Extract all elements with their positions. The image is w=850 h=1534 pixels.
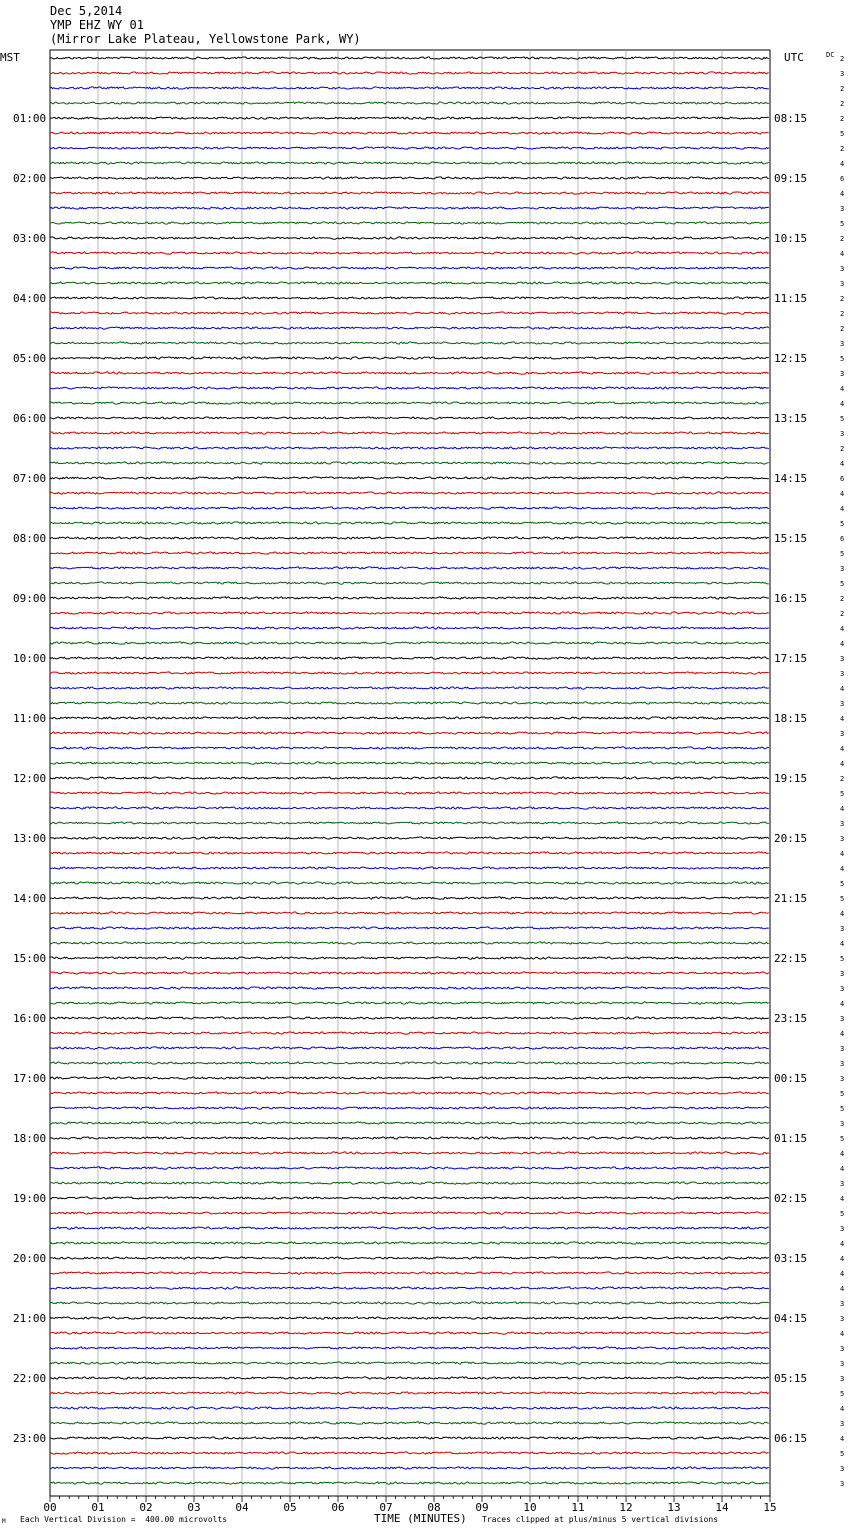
- dc-value: 2: [840, 235, 845, 243]
- trace-row: [50, 852, 769, 854]
- dc-value: 3: [840, 340, 845, 348]
- trace-row: [50, 1362, 769, 1364]
- trace-row: [50, 147, 769, 149]
- trace-row: [50, 102, 769, 104]
- trace-row: [50, 1092, 769, 1094]
- dc-value: 5: [840, 1135, 845, 1143]
- x-tick-label: 03: [187, 1501, 201, 1514]
- trace-row: [50, 1167, 769, 1169]
- dc-value: 4: [840, 745, 845, 753]
- dc-value: 5: [840, 355, 845, 363]
- dc-value: 4: [840, 1030, 845, 1038]
- mst-hour-label: 05:00: [13, 352, 47, 365]
- utc-hour-label: 06:15: [774, 1432, 808, 1445]
- trace-rows: [50, 57, 769, 1484]
- dc-value: 3: [840, 1465, 845, 1473]
- trace-row: [50, 1422, 769, 1424]
- mst-hour-label: 06:00: [13, 412, 47, 425]
- trace-row: [50, 312, 769, 314]
- trace-row: [50, 1257, 769, 1259]
- x-tick-label: 04: [235, 1501, 249, 1514]
- dc-value: 4: [840, 1240, 845, 1248]
- utc-hour-label: 15:15: [774, 532, 808, 545]
- mst-hour-label: 10:00: [13, 652, 47, 665]
- dc-value: 3: [840, 985, 845, 993]
- trace-row: [50, 747, 769, 749]
- mst-hour-labels: [13, 112, 46, 1445]
- trace-row: [50, 762, 769, 764]
- trace-row: [50, 837, 769, 839]
- dc-value: 3: [840, 835, 845, 843]
- dc-value: 3: [840, 205, 845, 213]
- dc-value: 4: [840, 1285, 845, 1293]
- dc-value: 5: [840, 955, 845, 963]
- dc-value: 3: [840, 1360, 845, 1368]
- trace-row: [50, 522, 769, 524]
- trace-row: [50, 882, 769, 884]
- dc-value: 4: [840, 1330, 845, 1338]
- utc-hour-label: 01:15: [774, 1132, 808, 1145]
- x-tick-label: 13: [667, 1501, 681, 1514]
- dc-value: 3: [840, 1375, 845, 1383]
- x-tick-label: 07: [379, 1501, 393, 1514]
- trace-row: [50, 807, 769, 809]
- x-tick-label: 02: [139, 1501, 153, 1514]
- mst-hour-label: 01:00: [13, 112, 47, 125]
- utc-hour-label: 20:15: [774, 832, 808, 845]
- trace-row: [50, 972, 769, 974]
- trace-row: [50, 1272, 769, 1274]
- utc-hour-label: 16:15: [774, 592, 808, 605]
- mst-hour-label: 11:00: [13, 712, 47, 725]
- trace-row: [50, 477, 769, 479]
- trace-row: [50, 552, 769, 554]
- dc-value: 5: [840, 415, 845, 423]
- dc-value: 4: [840, 865, 845, 873]
- trace-row: [50, 1107, 769, 1109]
- dc-value: 3: [840, 700, 845, 708]
- dc-value: 5: [840, 880, 845, 888]
- trace-row: [50, 1287, 769, 1289]
- dc-value: 2: [840, 100, 845, 108]
- dc-value: 4: [840, 460, 845, 468]
- trace-row: [50, 87, 769, 89]
- trace-row: [50, 237, 769, 239]
- trace-row: [50, 1377, 769, 1379]
- trace-row: [50, 417, 769, 419]
- x-tick-label: 00: [43, 1501, 57, 1514]
- trace-row: [50, 432, 769, 434]
- location-label: (Mirror Lake Plateau, Yellowstone Park, WY): [50, 32, 361, 46]
- trace-row: [50, 1392, 769, 1394]
- mst-hour-label: 02:00: [13, 172, 47, 185]
- dc-value: 4: [840, 625, 845, 633]
- dc-label: DC: [826, 51, 835, 59]
- trace-row: [50, 942, 769, 944]
- trace-row: [50, 1407, 769, 1409]
- dc-value: 3: [840, 670, 845, 678]
- dc-value: 4: [840, 910, 845, 918]
- utc-hour-label: 14:15: [774, 472, 808, 485]
- dc-value: 4: [840, 1405, 845, 1413]
- trace-row: [50, 1212, 769, 1214]
- trace-row: [50, 222, 769, 224]
- trace-row: [50, 717, 769, 719]
- dc-value: 5: [840, 130, 845, 138]
- dc-value: 2: [840, 115, 845, 123]
- utc-hour-label: 17:15: [774, 652, 808, 665]
- utc-hour-label: 19:15: [774, 772, 808, 785]
- clip-note: Traces clipped at plus/minus 5 vertical divisions: [482, 1515, 719, 1524]
- trace-row: [50, 162, 769, 164]
- dc-value-labels: [840, 55, 844, 1488]
- trace-row: [50, 327, 769, 329]
- dc-value: 3: [840, 655, 845, 663]
- mst-hour-label: 12:00: [13, 772, 47, 785]
- trace-row: [50, 342, 769, 344]
- dc-value: 2: [840, 295, 845, 303]
- trace-row: [50, 537, 769, 539]
- x-tick-label: 06: [331, 1501, 345, 1514]
- dc-value: 4: [840, 850, 845, 858]
- dc-value: 6: [840, 175, 845, 183]
- trace-row: [50, 1242, 769, 1244]
- trace-row: [50, 1227, 769, 1229]
- right-zone-label: UTC: [784, 51, 804, 64]
- dc-value: 5: [840, 220, 845, 228]
- trace-row: [50, 642, 769, 644]
- utc-hour-label: 02:15: [774, 1192, 808, 1205]
- dc-value: 3: [840, 1345, 845, 1353]
- trace-row: [50, 1182, 769, 1184]
- utc-hour-label: 10:15: [774, 232, 808, 245]
- dc-value: 4: [840, 505, 845, 513]
- trace-row: [50, 1017, 769, 1019]
- mst-hour-label: 22:00: [13, 1372, 47, 1385]
- trace-row: [50, 57, 769, 59]
- mst-hour-label: 09:00: [13, 592, 47, 605]
- dc-value: 5: [840, 1090, 845, 1098]
- mst-hour-label: 19:00: [13, 1192, 47, 1205]
- utc-hour-label: 03:15: [774, 1252, 808, 1265]
- dc-value: 4: [840, 1150, 845, 1158]
- dc-value: 3: [840, 970, 845, 978]
- utc-hour-label: 13:15: [774, 412, 808, 425]
- mst-hour-label: 15:00: [13, 952, 47, 965]
- trace-row: [50, 1002, 769, 1004]
- trace-row: [50, 447, 769, 449]
- x-tick-label: 10: [523, 1501, 537, 1514]
- trace-row: [50, 1332, 769, 1334]
- dc-value: 3: [840, 280, 845, 288]
- dc-value: 3: [840, 1180, 845, 1188]
- dc-value: 4: [840, 640, 845, 648]
- utc-hour-label: 04:15: [774, 1312, 808, 1325]
- utc-hour-label: 22:15: [774, 952, 808, 965]
- trace-row: [50, 1122, 769, 1124]
- trace-row: [50, 672, 769, 674]
- trace-row: [50, 612, 769, 614]
- trace-row: [50, 1077, 769, 1079]
- dc-value: 4: [840, 1000, 845, 1008]
- trace-row: [50, 1302, 769, 1304]
- dc-value: 4: [840, 805, 845, 813]
- dc-value: 3: [840, 1420, 845, 1428]
- utc-hour-label: 18:15: [774, 712, 808, 725]
- dc-value: 5: [840, 1210, 845, 1218]
- trace-row: [50, 1437, 769, 1439]
- trace-row: [50, 702, 769, 704]
- dc-value: 2: [840, 445, 845, 453]
- trace-row: [50, 687, 769, 689]
- dc-value: 4: [840, 760, 845, 768]
- dc-value: 5: [840, 520, 845, 528]
- trace-row: [50, 252, 769, 254]
- trace-row: [50, 1482, 769, 1484]
- x-tick-label: 01: [91, 1501, 105, 1514]
- dc-value: 2: [840, 610, 845, 618]
- trace-row: [50, 1137, 769, 1139]
- x-tick-label: 14: [715, 1501, 729, 1514]
- dc-value: 3: [840, 820, 845, 828]
- dc-value: 3: [840, 1015, 845, 1023]
- trace-row: [50, 267, 769, 269]
- dc-value: 2: [840, 325, 845, 333]
- trace-row: [50, 912, 769, 914]
- dc-value: 5: [840, 1105, 845, 1113]
- dc-value: 5: [840, 550, 845, 558]
- dc-value: 2: [840, 310, 845, 318]
- trace-row: [50, 1317, 769, 1319]
- mst-hour-label: 16:00: [13, 1012, 47, 1025]
- dc-value: 5: [840, 790, 845, 798]
- trace-row: [50, 402, 769, 404]
- trace-row: [50, 822, 769, 824]
- x-tick-label: 08: [427, 1501, 441, 1514]
- trace-row: [50, 1047, 769, 1049]
- dc-value: 3: [840, 1075, 845, 1083]
- mst-hour-label: 23:00: [13, 1432, 47, 1445]
- dc-value: 5: [840, 580, 845, 588]
- trace-row: [50, 582, 769, 584]
- mst-hour-label: 04:00: [13, 292, 47, 305]
- trace-row: [50, 1062, 769, 1064]
- trace-row: [50, 372, 769, 374]
- x-axis-title: TIME (MINUTES): [374, 1512, 467, 1525]
- dc-value: 4: [840, 190, 845, 198]
- time-grid: [50, 50, 770, 1496]
- dc-value: 2: [840, 55, 845, 63]
- dc-value: 3: [840, 1225, 845, 1233]
- dc-value: 2: [840, 595, 845, 603]
- trace-row: [50, 897, 769, 899]
- trace-row: [50, 567, 769, 569]
- dc-value: 3: [840, 430, 845, 438]
- trace-row: [50, 177, 769, 179]
- corner-mark: M: [2, 1518, 6, 1525]
- dc-value: 4: [840, 715, 845, 723]
- dc-value: 4: [840, 490, 845, 498]
- trace-row: [50, 1452, 769, 1454]
- trace-row: [50, 507, 769, 509]
- trace-row: [50, 792, 769, 794]
- dc-value: 4: [840, 1165, 845, 1173]
- dc-value: 4: [840, 250, 845, 258]
- mst-hour-label: 18:00: [13, 1132, 47, 1145]
- dc-value: 5: [840, 1390, 845, 1398]
- utc-hour-label: 12:15: [774, 352, 808, 365]
- dc-value: 3: [840, 1120, 845, 1128]
- x-tick-label: 09: [475, 1501, 489, 1514]
- mst-hour-label: 07:00: [13, 472, 47, 485]
- trace-row: [50, 1032, 769, 1034]
- dc-value: 5: [840, 895, 845, 903]
- left-zone-label: MST: [0, 51, 20, 64]
- trace-row: [50, 927, 769, 929]
- dc-value: 2: [840, 85, 845, 93]
- trace-row: [50, 627, 769, 629]
- dc-value: 4: [840, 1195, 845, 1203]
- dc-value: 3: [840, 925, 845, 933]
- trace-row: [50, 987, 769, 989]
- utc-hour-label: 23:15: [774, 1012, 808, 1025]
- trace-row: [50, 777, 769, 779]
- utc-hour-label: 08:15: [774, 112, 808, 125]
- dc-value: 4: [840, 160, 845, 168]
- plot-frame: [50, 50, 770, 1496]
- dc-value: 4: [840, 1255, 845, 1263]
- dc-value: 6: [840, 535, 845, 543]
- trace-row: [50, 867, 769, 869]
- trace-row: [50, 117, 769, 119]
- trace-row: [50, 72, 769, 74]
- trace-row: [50, 387, 769, 389]
- trace-row: [50, 132, 769, 134]
- utc-hour-label: 09:15: [774, 172, 808, 185]
- mst-hour-label: 03:00: [13, 232, 47, 245]
- dc-value: 3: [840, 1315, 845, 1323]
- mst-hour-label: 08:00: [13, 532, 47, 545]
- x-tick-label: 05: [283, 1501, 297, 1514]
- mst-hour-label: 17:00: [13, 1072, 47, 1085]
- x-tick-label: 15: [763, 1501, 777, 1514]
- trace-row: [50, 1347, 769, 1349]
- utc-hour-labels: [774, 112, 807, 1445]
- dc-value: 3: [840, 1300, 845, 1308]
- dc-value: 4: [840, 940, 845, 948]
- utc-hour-label: 21:15: [774, 892, 808, 905]
- dc-value: 3: [840, 565, 845, 573]
- utc-hour-label: 05:15: [774, 1372, 808, 1385]
- mst-hour-label: 13:00: [13, 832, 47, 845]
- x-tick-label: 12: [619, 1501, 633, 1514]
- trace-row: [50, 1152, 769, 1154]
- trace-row: [50, 657, 769, 659]
- mst-hour-label: 21:00: [13, 1312, 47, 1325]
- station-label: YMP EHZ WY 01: [50, 18, 144, 32]
- trace-row: [50, 192, 769, 194]
- dc-value: 4: [840, 1270, 845, 1278]
- dc-value: 3: [840, 265, 845, 273]
- dc-value: 2: [840, 145, 845, 153]
- trace-row: [50, 297, 769, 299]
- trace-row: [50, 957, 769, 959]
- trace-row: [50, 207, 769, 209]
- date-label: Dec 5,2014: [50, 4, 123, 18]
- trace-row: [50, 1467, 769, 1469]
- dc-value: 3: [840, 1480, 845, 1488]
- trace-row: [50, 492, 769, 494]
- dc-value: 4: [840, 685, 845, 693]
- trace-row: [50, 597, 769, 599]
- dc-value: 4: [840, 1435, 845, 1443]
- dc-value: 3: [840, 1060, 845, 1068]
- dc-value: 4: [840, 385, 845, 393]
- trace-row: [50, 357, 769, 359]
- dc-value: 6: [840, 475, 845, 483]
- x-tick-label: 11: [571, 1501, 585, 1514]
- trace-row: [50, 282, 769, 284]
- utc-hour-label: 11:15: [774, 292, 808, 305]
- trace-row: [50, 1197, 769, 1199]
- utc-hour-label: 00:15: [774, 1072, 808, 1085]
- mst-hour-label: 20:00: [13, 1252, 47, 1265]
- dc-value: 3: [840, 1045, 845, 1053]
- dc-value: 2: [840, 775, 845, 783]
- dc-value: 3: [840, 370, 845, 378]
- dc-value: 3: [840, 730, 845, 738]
- dc-value: 5: [840, 1450, 845, 1458]
- trace-row: [50, 732, 769, 734]
- scale-note: Each Vertical Division = 400.00 microvolts: [20, 1515, 228, 1524]
- trace-row: [50, 462, 769, 464]
- dc-value: 4: [840, 400, 845, 408]
- dc-value: 3: [840, 70, 845, 78]
- mst-hour-label: 14:00: [13, 892, 47, 905]
